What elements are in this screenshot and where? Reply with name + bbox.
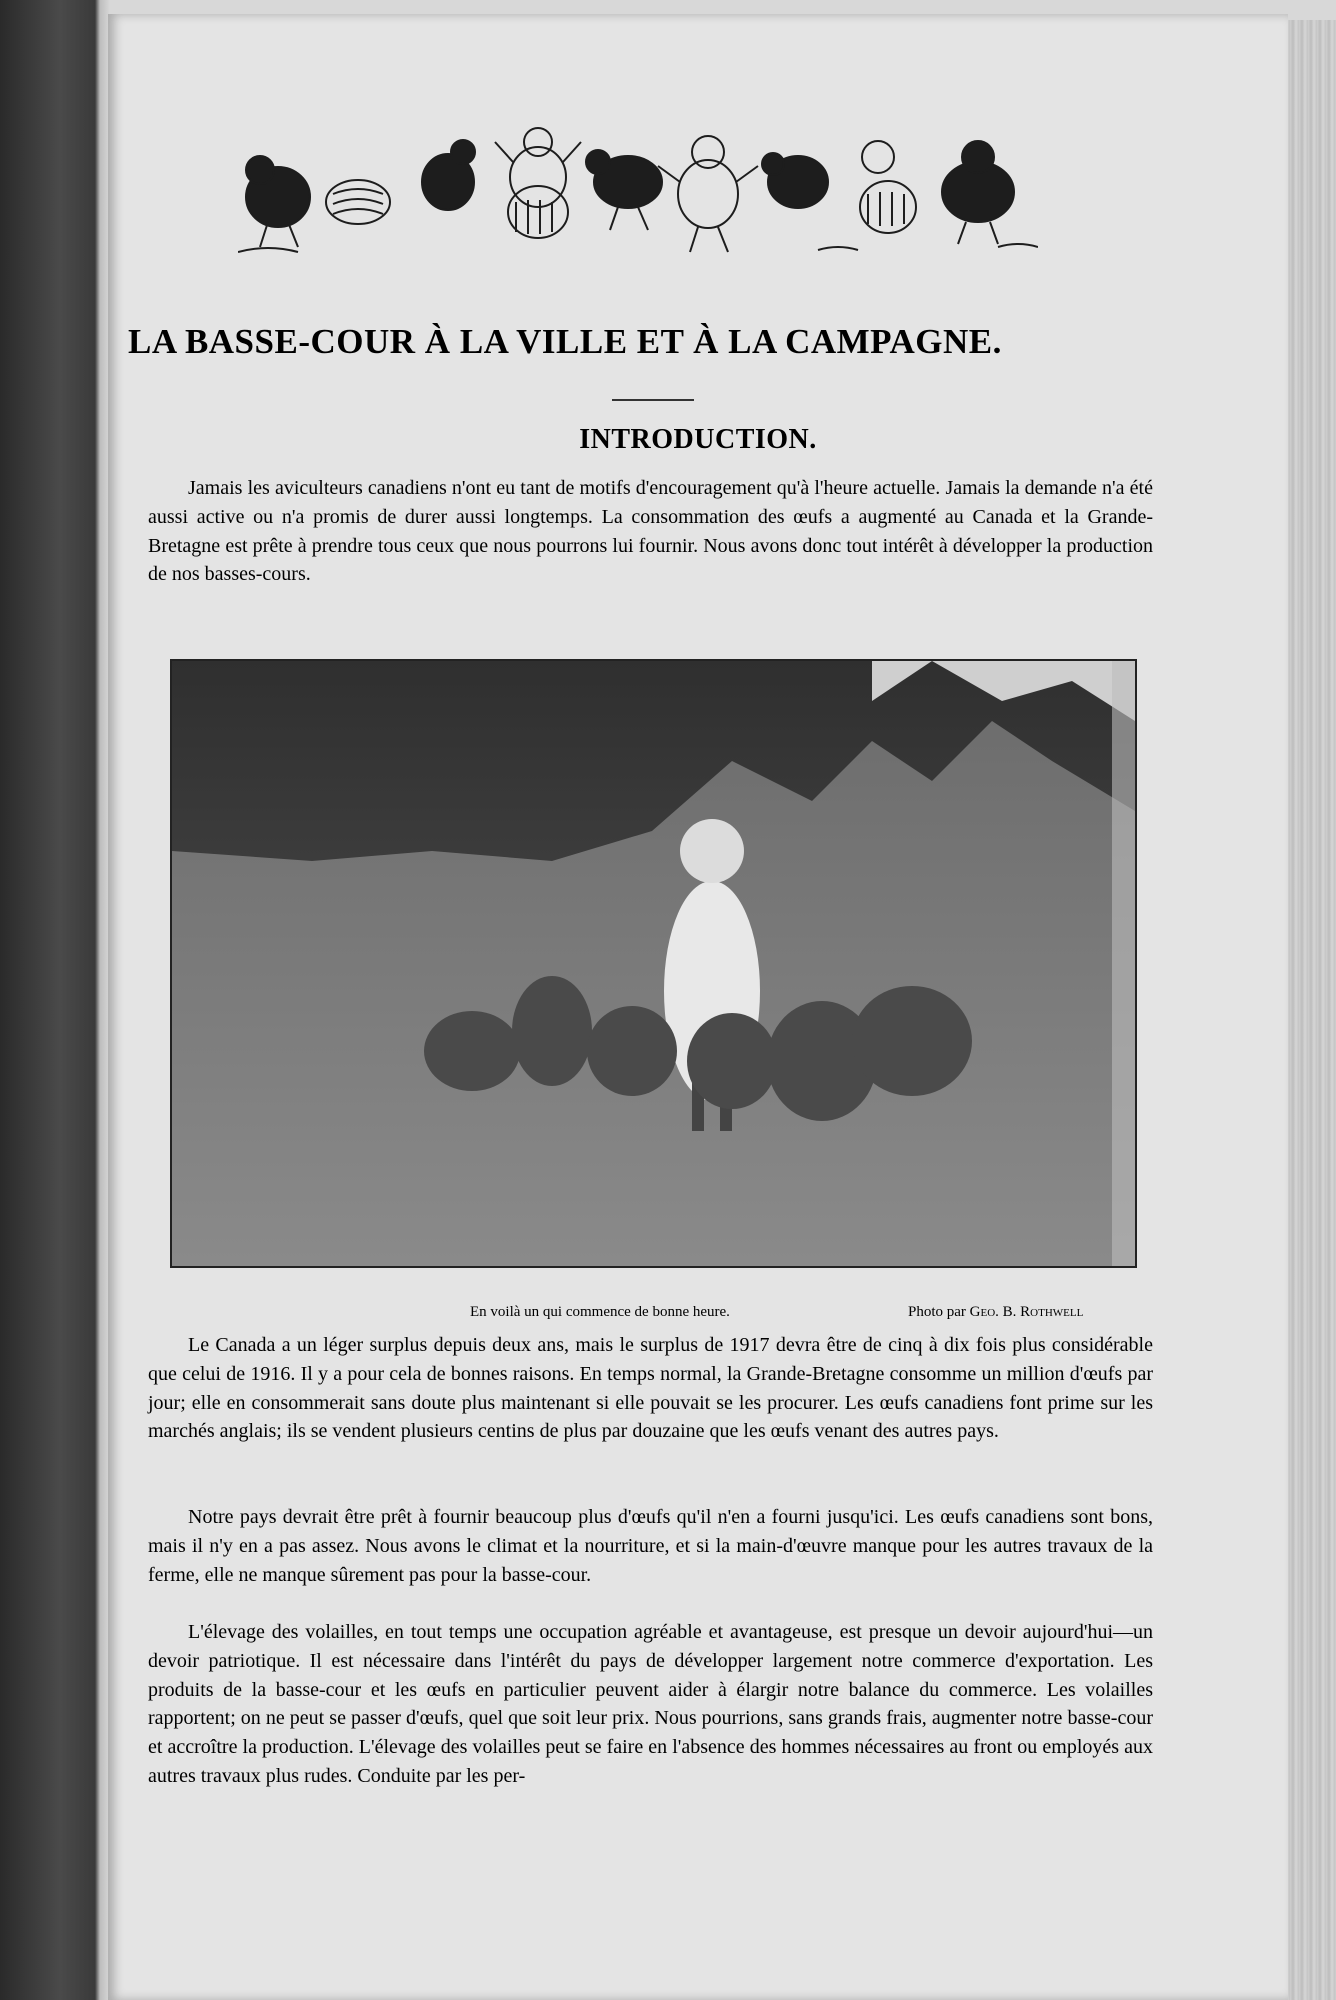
body-paragraph-1: Le Canada a un léger surplus depuis deux ans, mais le surplus de 1917 devra être de cinq à dix fois plus considérable que celui de 1916. Il y a pour cela de bonnes raisons. En temps normal, la Grande-Bretagne consomme un million d'œufs par jour; elle en consommerait sans doute plus maintenant si elle pouvait se les procurer. Les œufs canadiens font prime sur les marchés anglais; ils se vendent plusieurs centins de plus par douzaine que les œufs venant des autres pays. [148,1334,1153,1443]
page-title: LA BASSE-COUR À LA VILLE ET À LA CAMPAGNE. [128,322,1002,361]
child-with-hens-photo [170,659,1137,1268]
photo-credit [908,1304,1083,1321]
intro-paragraph: Jamais les aviculteurs canadiens n'ont eu tant de motifs d'encouragement qu'à l'heure actuelle. Jamais la demande n'a été aussi active ou n'a promis de durer aussi longtemps. La consommation des œufs a augmenté au Canada et la Grande-Bretagne est prête à prendre tous ceux que nous pourrons lui fournir. Nous avons donc tout intérêt à développer la production de nos basses-cours. [148,477,1153,586]
title-divider [612,399,694,401]
section-heading: INTRODUCTION. [579,424,817,455]
photo-credit-prefix: Photo par [908,1304,966,1320]
photo-caption: En voilà un qui commence de bonne heure. [470,1304,730,1320]
body-paragraph-3: L'élevage des volailles, en tout temps une occupation agréable et avantageuse, est presque un devoir aujourd'hui—un devoir patriotique. Il est nécessaire dans l'intérêt du pays de développer largement notre commerce d'exportation. Les produits de la basse-cour et les œufs en particulier peuvent aider à élargir notre balance du commerce. Les volailles rapportent; on ne peut se passer d'œufs, quel que soit leur prix. Nous pourrions, sans grands frais, augmenter notre basse-cour et accroître la production. L'élevage des volailles peut se faire en l'absence des hommes nécessaires au front ou employés aux autres travaux plus rudes. Conduite par les per- [148,1621,1153,1787]
photo-credit-name: Geo. B. Rothwell [969,1304,1084,1320]
document-page [108,14,1288,2000]
body-paragraph-2: Notre pays devrait être prêt à fournir beaucoup plus d'œufs qu'il n'en a fourni jusqu'ici. Les œufs canadiens sont bons, mais il n'y en a pas assez. Nous avons le climat et la nourriture, et si la main-d'œuvre manque pour les autres travaux de la ferme, elle ne manque sûrement pas pour la basse-cour. [148,1506,1153,1586]
chick-banner-illustration [238,122,1038,267]
